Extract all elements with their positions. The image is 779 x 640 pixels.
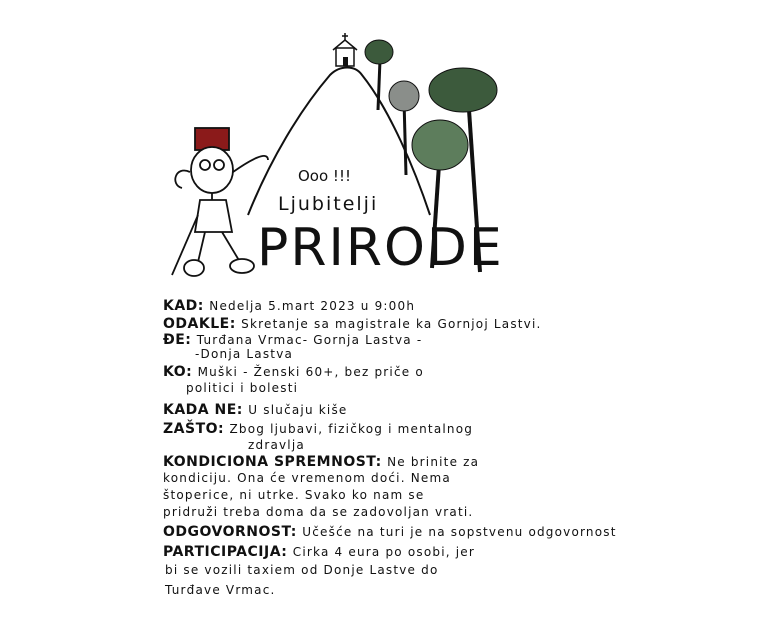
detail-row bbox=[163, 544, 475, 560]
detail-label: PARTICIPACIJA: bbox=[163, 544, 293, 560]
church-icon bbox=[333, 33, 357, 66]
tree-icon bbox=[365, 40, 393, 110]
detail-text: štoperice, ni utrke. Svako ko nam se bbox=[163, 488, 425, 502]
detail-row bbox=[163, 332, 422, 348]
nature-lovers-illustration bbox=[0, 0, 779, 290]
detail-text: Nedelja 5.mart 2023 u 9:00h bbox=[209, 299, 416, 313]
detail-row bbox=[163, 364, 424, 380]
detail-text: politici i bolesti bbox=[186, 381, 299, 395]
detail-text: Ne brinite za bbox=[387, 455, 480, 469]
detail-text: kondiciju. Ona će vremenom doći. Nema bbox=[163, 471, 451, 485]
detail-row bbox=[248, 438, 305, 453]
detail-row bbox=[163, 505, 473, 520]
detail-text: Turđave Vrmac. bbox=[165, 583, 276, 597]
header-line2: PRIRODE bbox=[257, 218, 504, 278]
header-exclaim: Ooo !!! bbox=[298, 167, 351, 185]
detail-row bbox=[165, 563, 439, 578]
detail-text: Muški - Ženski 60+, bez priče o bbox=[197, 365, 424, 379]
detail-row bbox=[195, 347, 293, 362]
detail-row bbox=[165, 583, 276, 598]
detail-text: Zbog ljubavi, fizičkog i mentalnog bbox=[229, 422, 474, 436]
detail-row bbox=[163, 524, 617, 540]
detail-label: KAD: bbox=[163, 298, 210, 314]
detail-text: Učešće na turi je na sopstvenu odgovornost bbox=[302, 525, 617, 539]
detail-row bbox=[163, 298, 415, 314]
detail-text: pridruži treba doma da se zadovoljan vrati. bbox=[163, 505, 474, 519]
detail-text: Skretanje sa magistrale ka Gornjoj Lastvi. bbox=[241, 317, 542, 331]
detail-text: bi se vozili taxiem od Donje Lastve do bbox=[165, 563, 439, 577]
detail-text: zdravlja bbox=[248, 438, 305, 452]
detail-row bbox=[163, 316, 542, 332]
detail-text: -Donja Lastva bbox=[195, 347, 294, 361]
detail-label: KO: bbox=[163, 364, 198, 380]
detail-row bbox=[163, 471, 451, 486]
detail-row bbox=[163, 402, 348, 418]
detail-label: ODGOVORNOST: bbox=[163, 524, 303, 540]
detail-label: ODAKLE: bbox=[163, 316, 242, 332]
detail-text: Turđana Vrmac- Gornja Lastva - bbox=[196, 333, 423, 347]
detail-label: ZAŠTO: bbox=[163, 421, 230, 437]
header-line1: Ljubitelji bbox=[278, 193, 379, 215]
detail-row bbox=[163, 488, 424, 503]
detail-text: U slučaju kiše bbox=[248, 403, 348, 417]
detail-label: KADA NE: bbox=[163, 402, 249, 418]
detail-label: ĐE: bbox=[163, 332, 197, 348]
detail-row bbox=[163, 454, 479, 470]
detail-row bbox=[186, 381, 298, 396]
detail-label: KONDICIONA SPREMNOST: bbox=[163, 454, 388, 470]
detail-text: Cirka 4 eura po osobi, jer bbox=[292, 545, 476, 559]
detail-row bbox=[163, 421, 473, 437]
